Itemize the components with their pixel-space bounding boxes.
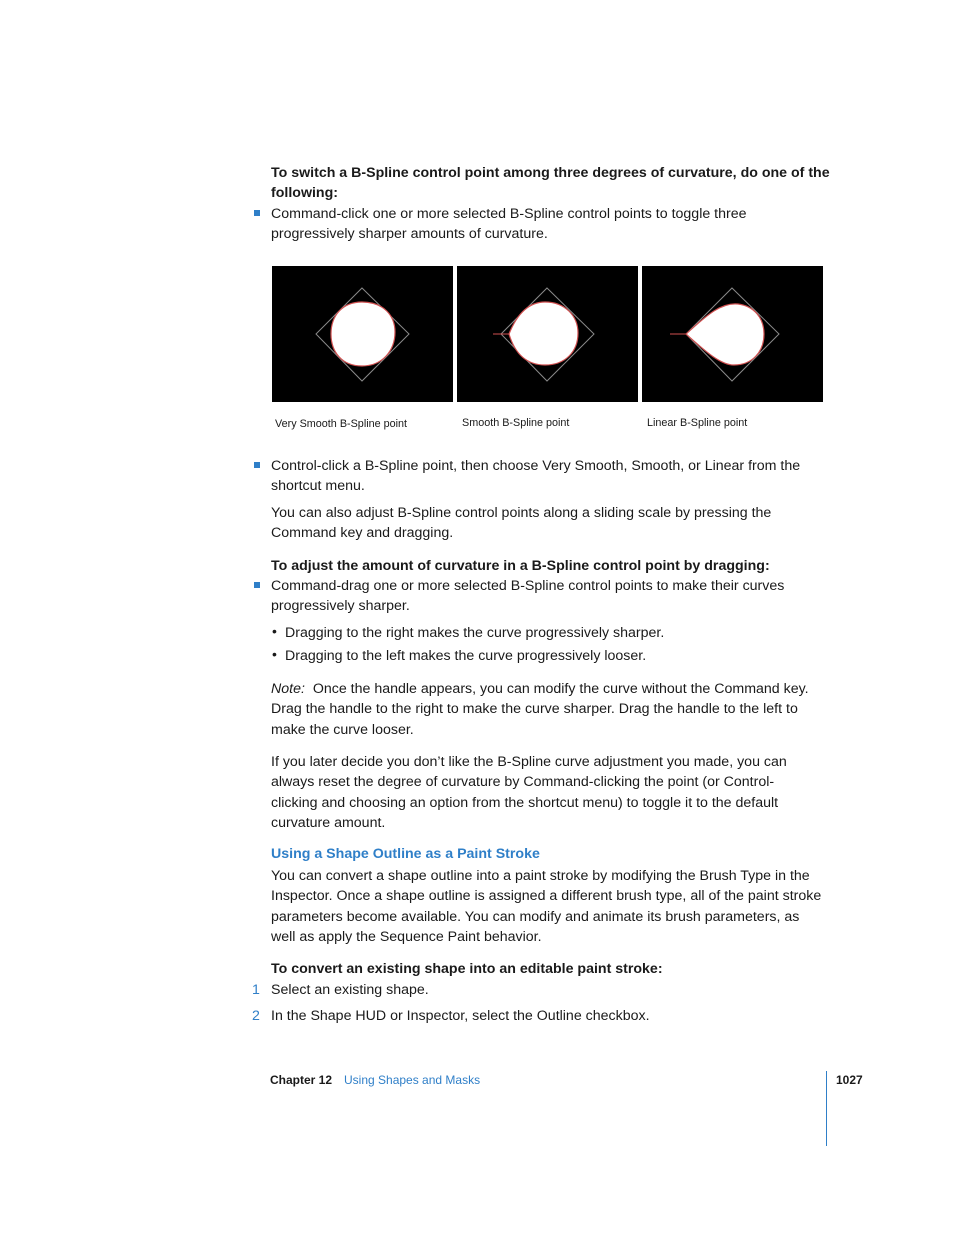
task-heading-convert-shape: To convert an existing shape into an editable paint stroke: — [271, 961, 663, 977]
paragraph-convert-outline: You can convert a shape outline into a paint stroke by modifying the Brush Type in the Inspector. Once a shape outline is assigned a different brush type, all of the paint stroke parameters become available. You can modify and animate its brush parameters, as well as apply the Sequence Paint behavior. — [271, 868, 822, 945]
caption-linear: Linear B-Spline point — [647, 417, 748, 429]
footer-divider — [826, 1071, 827, 1146]
step-text: In the Shape HUD or Inspector, select the Outline checkbox. — [271, 1008, 650, 1024]
sub-bullet-right: Dragging to the right makes the curve progressively sharper. — [285, 625, 665, 641]
note-text: Once the handle appears, you can modify the curve without the Command key. Drag the handle to the right to make the curve sharper. Drag the handle to the left to make the curve looser. — [271, 681, 809, 738]
very-smooth-shape-diagram — [272, 266, 453, 402]
bullet-marker — [254, 210, 260, 216]
bullet-command-click: Command-click one or more selected B-Spline control points to toggle three progressively sharper amounts of curvature. — [271, 206, 747, 243]
paragraph-sliding-scale: You can also adjust B-Spline control points along a sliding scale by pressing the Command key and dragging. — [271, 505, 772, 542]
footer-chapter-label: Chapter 12 — [270, 1073, 333, 1087]
page-number: 1027 — [836, 1073, 863, 1087]
note-paragraph — [271, 679, 823, 740]
bullet-marker — [254, 582, 260, 588]
caption-smooth: Smooth B-Spline point — [462, 417, 570, 429]
bullet-command-drag: Command-drag one or more selected B-Spline control points to make their curves progressively sharper. — [271, 578, 785, 615]
paragraph-reset-curvature: If you later decide you don’t like the B-Spline curve adjustment you made, you can always reset the degree of curvature by Command-clicking the point (or Control-clicking and choosing an option from the shortcut menu) to toggle it to the default curvature amount. — [271, 754, 787, 831]
note-label: Note: — [271, 681, 305, 697]
linear-shape-diagram — [642, 266, 823, 402]
bullet-control-click: Control-click a B-Spline point, then choose Very Smooth, Smooth, or Linear from the shortcut menu. — [271, 458, 801, 495]
sub-bullet-left: Dragging to the left makes the curve progressively looser. — [285, 648, 647, 664]
smooth-shape-diagram — [457, 266, 638, 402]
section-heading-paint-stroke: Using a Shape Outline as a Paint Stroke — [271, 846, 540, 862]
step-number: 1 — [252, 982, 260, 998]
caption-very-smooth: Very Smooth B-Spline point — [275, 418, 408, 430]
figure-smooth — [457, 266, 638, 402]
sub-bullet-dot: • — [272, 646, 277, 662]
sub-bullet-dot: • — [272, 623, 277, 639]
task-heading-switch-curvature: To switch a B-Spline control point among three degrees of curvature, do one of the following: — [271, 165, 830, 202]
step-text: Select an existing shape. — [271, 982, 429, 998]
figure-very-smooth — [272, 266, 453, 402]
bullet-marker — [254, 462, 260, 468]
figure-linear — [642, 266, 823, 402]
step-number: 2 — [252, 1008, 260, 1024]
footer-chapter-title[interactable]: Using Shapes and Masks — [344, 1073, 481, 1087]
task-heading-adjust-dragging: To adjust the amount of curvature in a B-Spline control point by dragging: — [271, 558, 770, 574]
